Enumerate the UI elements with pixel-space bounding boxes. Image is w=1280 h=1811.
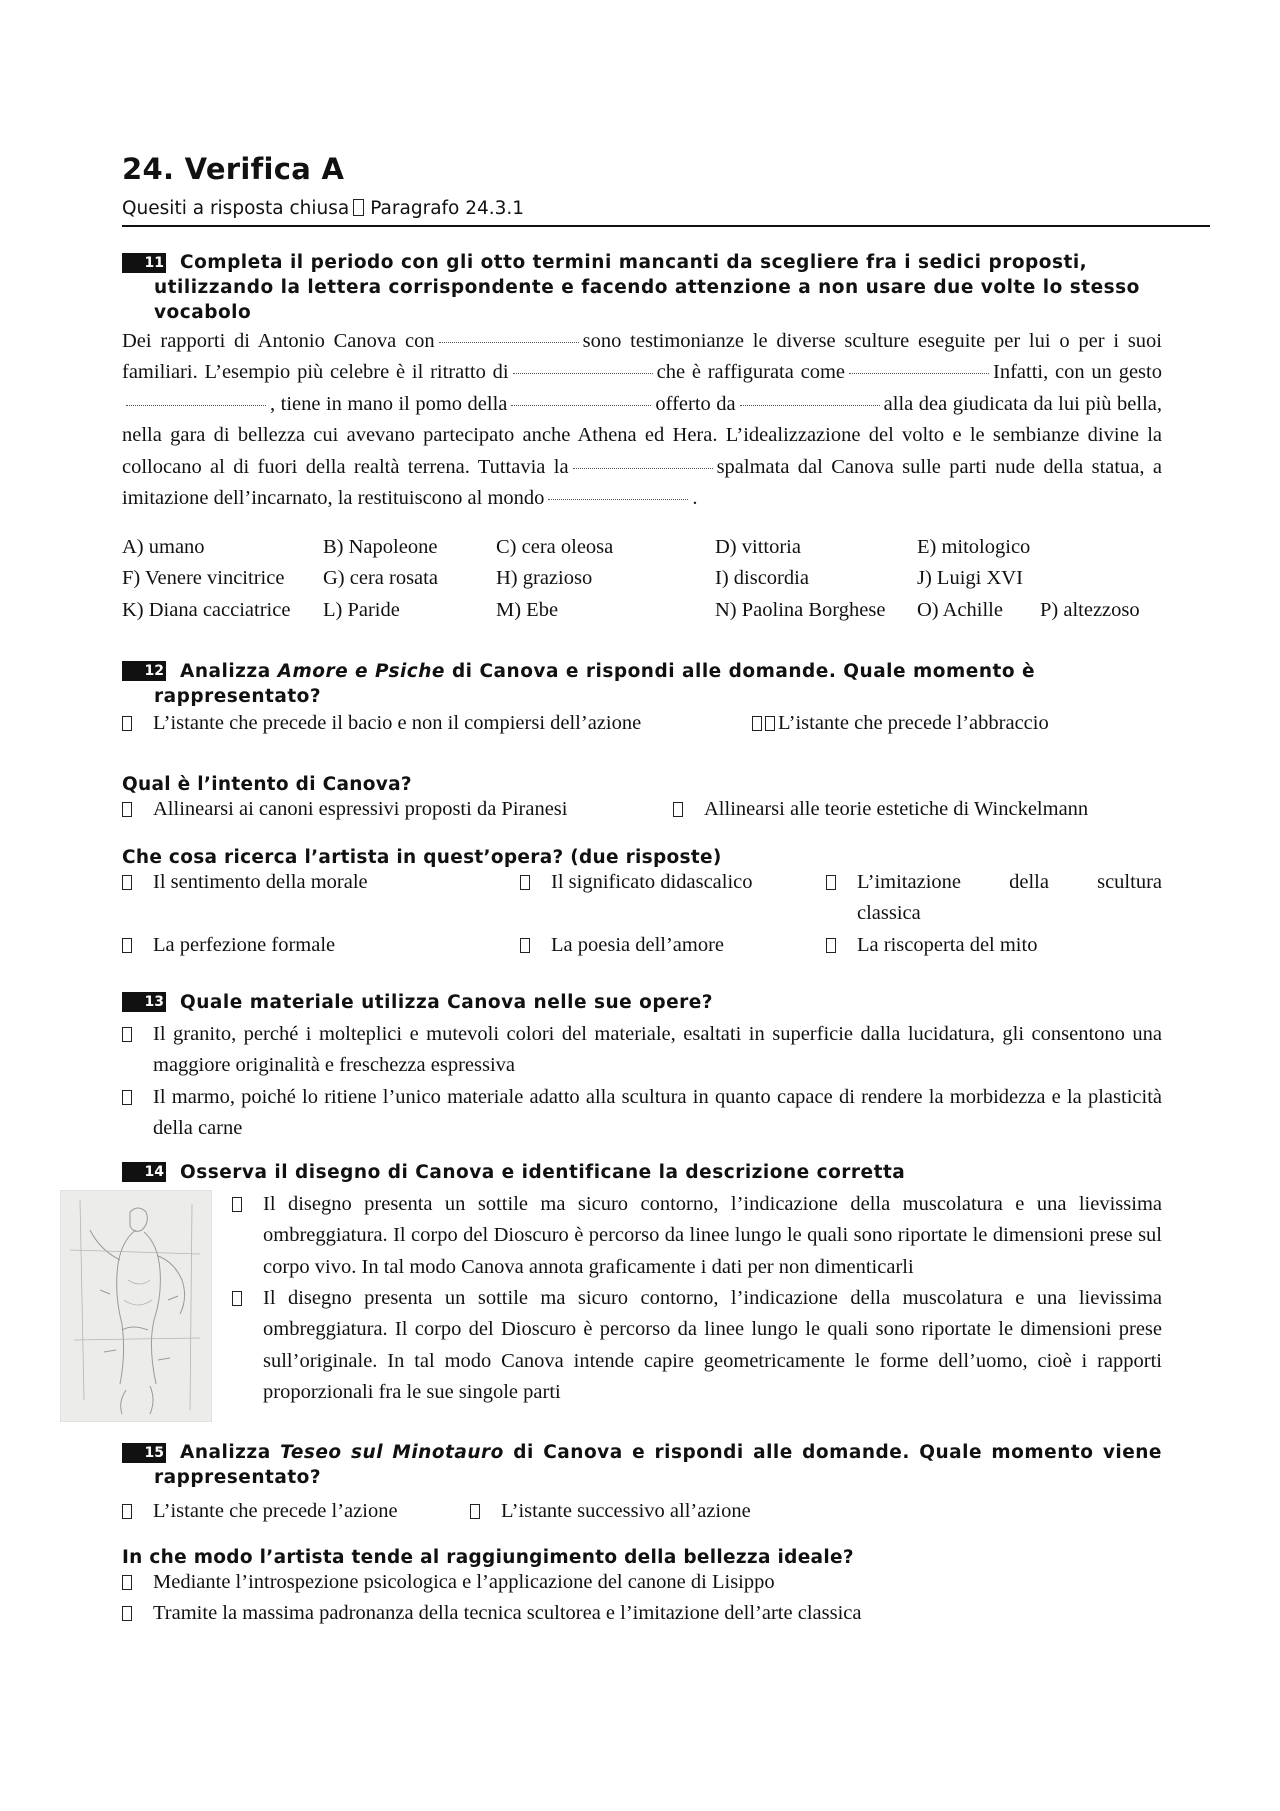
checkbox-icon[interactable]	[232, 1291, 242, 1306]
checkbox-answer[interactable]	[122, 1567, 1162, 1598]
checkbox-icon[interactable]	[826, 938, 836, 953]
blank-field-2[interactable]	[513, 373, 653, 374]
checkbox-answer[interactable]	[122, 930, 502, 961]
blank-field-1[interactable]	[439, 342, 579, 343]
option-n: N) Paolina Borghese	[715, 599, 886, 621]
checkbox-icon[interactable]	[122, 1027, 132, 1042]
checkbox-answer[interactable]	[122, 1019, 1162, 1082]
page-title: 24. Verifica A	[122, 152, 345, 186]
checkbox-icon[interactable]	[122, 1606, 132, 1621]
page-subtitle	[122, 198, 524, 219]
question-13-title: Quale materiale utilizza Canova nelle sue opere?	[180, 992, 714, 1013]
checkbox-answer[interactable]	[520, 867, 810, 898]
question-number-14: 14	[122, 1162, 166, 1182]
title-part: di Canova e rispondi alle domande. Quale momento è rappresentato?	[154, 661, 1036, 707]
checkbox-icon[interactable]	[122, 1090, 132, 1105]
question-number-13: 13	[122, 992, 166, 1012]
answer-label: Tramite la massima padronanza della tecnica scultorea e l’imitazione dell’arte classica	[153, 1602, 862, 1624]
option-i: I) discordia	[715, 567, 809, 589]
checkbox-answer[interactable]	[122, 867, 502, 898]
checkbox-icon[interactable]	[122, 1504, 132, 1519]
text-part: spalmata dal Canova sulle parti nude della statua, a imitazione dell’incarnato, la restituiscono al mondo	[122, 455, 1162, 510]
checkbox-answer[interactable]	[826, 867, 1162, 930]
checkbox-answer[interactable]	[826, 930, 1162, 961]
answer-label: Il marmo, poiché lo ritiene l’unico materiale adatto alla scultura in quanto capace di rendere la morbidezza e la plasticità della carne	[153, 1086, 1162, 1140]
answer-label: L’istante che precede l’azione	[153, 1500, 398, 1522]
checkbox-answer[interactable]	[232, 1283, 1162, 1409]
blank-field-5[interactable]	[511, 405, 651, 406]
question-14-title: Osserva il disegno di Canova e identificane la descrizione corretta	[180, 1162, 906, 1183]
checkbox-answer[interactable]	[673, 794, 1173, 825]
checkbox-icon[interactable]	[122, 802, 132, 817]
checkbox-icon[interactable]	[232, 1197, 242, 1212]
answer-label: Il disegno presenta un sottile ma sicuro contorno, l’indicazione della muscolatura e una lievissima ombreggiatura. Il corpo del Dioscuro è percorso da linee lungo le quali sono riportate le dimensioni prese sull’originale. In tal modo Canova intende capire geometricamente le forme dell’uomo, cioè i rapporti proporzionali fra le sue singole parti	[263, 1287, 1162, 1404]
checkbox-icon[interactable]	[470, 1504, 480, 1519]
checkbox-icon[interactable]	[122, 875, 132, 890]
answer-label: La poesia dell’amore	[551, 934, 725, 956]
text-part: Infatti, con un gesto	[993, 361, 1162, 384]
option-j: J) Luigi XVI	[917, 567, 1023, 589]
checkbox-icon[interactable]	[122, 716, 132, 731]
checkbox-icon[interactable]	[520, 875, 530, 890]
canova-drawing-image	[60, 1190, 212, 1422]
option-c: C) cera oleosa	[496, 536, 614, 558]
blank-field-4[interactable]	[126, 405, 266, 406]
blank-field-3[interactable]	[849, 373, 989, 374]
question-12-subquestion-1: Qual è l’intento di Canova?	[122, 774, 412, 795]
blank-field-7[interactable]	[573, 468, 713, 469]
title-part: di Canova e rispondi alle domande. Quale momento viene rappresentato?	[154, 1442, 1162, 1488]
checkbox-icon[interactable]	[765, 716, 775, 731]
blank-field-6[interactable]	[740, 405, 880, 406]
option-d: D) vittoria	[715, 536, 801, 558]
option-m: M) Ebe	[496, 599, 559, 621]
option-l: L) Paride	[323, 599, 400, 621]
checkbox-answer[interactable]	[752, 708, 1172, 739]
checkbox-answer[interactable]	[122, 1082, 1162, 1145]
text-part: Dei rapporti di Antonio Canova con	[122, 330, 435, 352]
text-part: alla dea giudicata da lui più bella, nella gara di bellezza cui avevano partecipato anche Athena ed Hera. L’idealizzazione del volto e le sembianze divine la collocano al di fuori della realtà terrena. Tuttavia la	[122, 392, 1162, 478]
question-15-subquestion-1: In che modo l’artista tende al raggiungimento della bellezza ideale?	[122, 1547, 854, 1568]
question-12-title	[154, 659, 1104, 709]
checkbox-answer[interactable]	[122, 794, 662, 825]
answer-label: Il sentimento della morale	[153, 871, 368, 893]
option-b: B) Napoleone	[323, 536, 438, 558]
answer-label: Mediante l’introspezione psicologica e l’applicazione del canone di Lisippo	[153, 1571, 775, 1593]
checkbox-answer[interactable]	[520, 930, 810, 961]
question-15-title	[154, 1440, 1162, 1490]
checkbox-answer[interactable]	[122, 1496, 422, 1527]
checkbox-answer[interactable]	[470, 1496, 870, 1527]
checkbox-answer[interactable]	[122, 708, 742, 739]
question-number-11: 11	[122, 253, 166, 273]
answer-label: L’istante successivo all’azione	[501, 1500, 751, 1522]
answer-label: La perfezione formale	[153, 934, 336, 956]
answer-label: L’istante che precede il bacio e non il compiersi dell’azione	[153, 712, 642, 734]
option-o: O) Achille	[917, 599, 1003, 621]
answer-label: Il disegno presenta un sottile ma sicuro contorno, l’indicazione della muscolatura e una lievissima ombreggiatura. Il corpo del Dioscuro è percorso da linee lungo le quali sono riportate le dimensioni prese sul corpo vivo. In tal modo Canova annota graficamente i dati per non dimenticarli	[263, 1193, 1162, 1278]
separator-box-icon	[353, 199, 364, 216]
header-rule	[122, 225, 1210, 227]
answer-label: L’imitazione della scultura classica	[857, 871, 1162, 925]
title-part: Analizza	[180, 1442, 271, 1463]
checkbox-icon[interactable]	[520, 938, 530, 953]
option-h: H) grazioso	[496, 567, 593, 589]
checkbox-icon[interactable]	[122, 1575, 132, 1590]
checkbox-answer[interactable]	[232, 1189, 1162, 1283]
text-part: che è raffigurata come	[656, 361, 846, 384]
answer-label: Allinearsi alle teorie estetiche di Winckelmann	[704, 798, 1089, 820]
option-f: F) Venere vincitrice	[122, 567, 285, 589]
answer-label: Il significato didascalico	[551, 871, 753, 893]
question-12-subquestion-2: Che cosa ricerca l’artista in quest’opera? (due risposte)	[122, 847, 722, 868]
text-part: , tiene in mano il pomo della	[270, 392, 508, 415]
answer-label: Allinearsi ai canoni espressivi proposti da Piranesi	[153, 798, 568, 820]
answer-label: L’istante che precede l’abbraccio	[778, 712, 1049, 734]
option-e: E) mitologico	[917, 536, 1031, 558]
option-k: K) Diana cacciatrice	[122, 599, 291, 621]
checkbox-icon[interactable]	[122, 938, 132, 953]
checkbox-icon[interactable]	[826, 875, 836, 890]
question-11-text	[122, 326, 1162, 514]
option-p: P) altezzoso	[1040, 599, 1140, 621]
title-part: Analizza	[180, 661, 271, 682]
artwork-title: Teseo sul Minotauro	[280, 1442, 504, 1463]
checkbox-answer[interactable]	[122, 1598, 1162, 1629]
subtitle-section: Quesiti a risposta chiusa	[122, 198, 350, 219]
checkbox-icon[interactable]	[752, 716, 762, 731]
text-part: .	[692, 487, 698, 510]
blank-field-8[interactable]	[548, 499, 688, 500]
answer-label: Il granito, perché i molteplici e mutevoli colori del materiale, esaltati in superficie dalla lucidatura, gli consentono una maggiore originalità e freschezza espressiva	[153, 1023, 1162, 1077]
text-part: offerto da	[655, 392, 736, 415]
answer-label: La riscoperta del mito	[857, 934, 1038, 956]
question-number-15: 15	[122, 1443, 166, 1463]
subtitle-paragraph: Paragrafo 24.3.1	[370, 198, 525, 219]
option-g: G) cera rosata	[323, 567, 438, 589]
question-11-title: Completa il periodo con gli otto termini mancanti da scegliere fra i sedici proposti, utilizzando la lettera corrispondente e facendo attenzione a non usare due volte lo stesso vocabolo	[154, 252, 1140, 323]
text-part: sono testimonianze le diverse sculture eseguite per lui o per i suoi familiari. L’esempio più celebre è il ritratto di	[122, 330, 1162, 384]
option-a: A) umano	[122, 536, 205, 558]
question-number-12: 12	[122, 661, 166, 681]
checkbox-icon[interactable]	[673, 802, 683, 817]
artwork-title: Amore e Psiche	[277, 661, 445, 682]
